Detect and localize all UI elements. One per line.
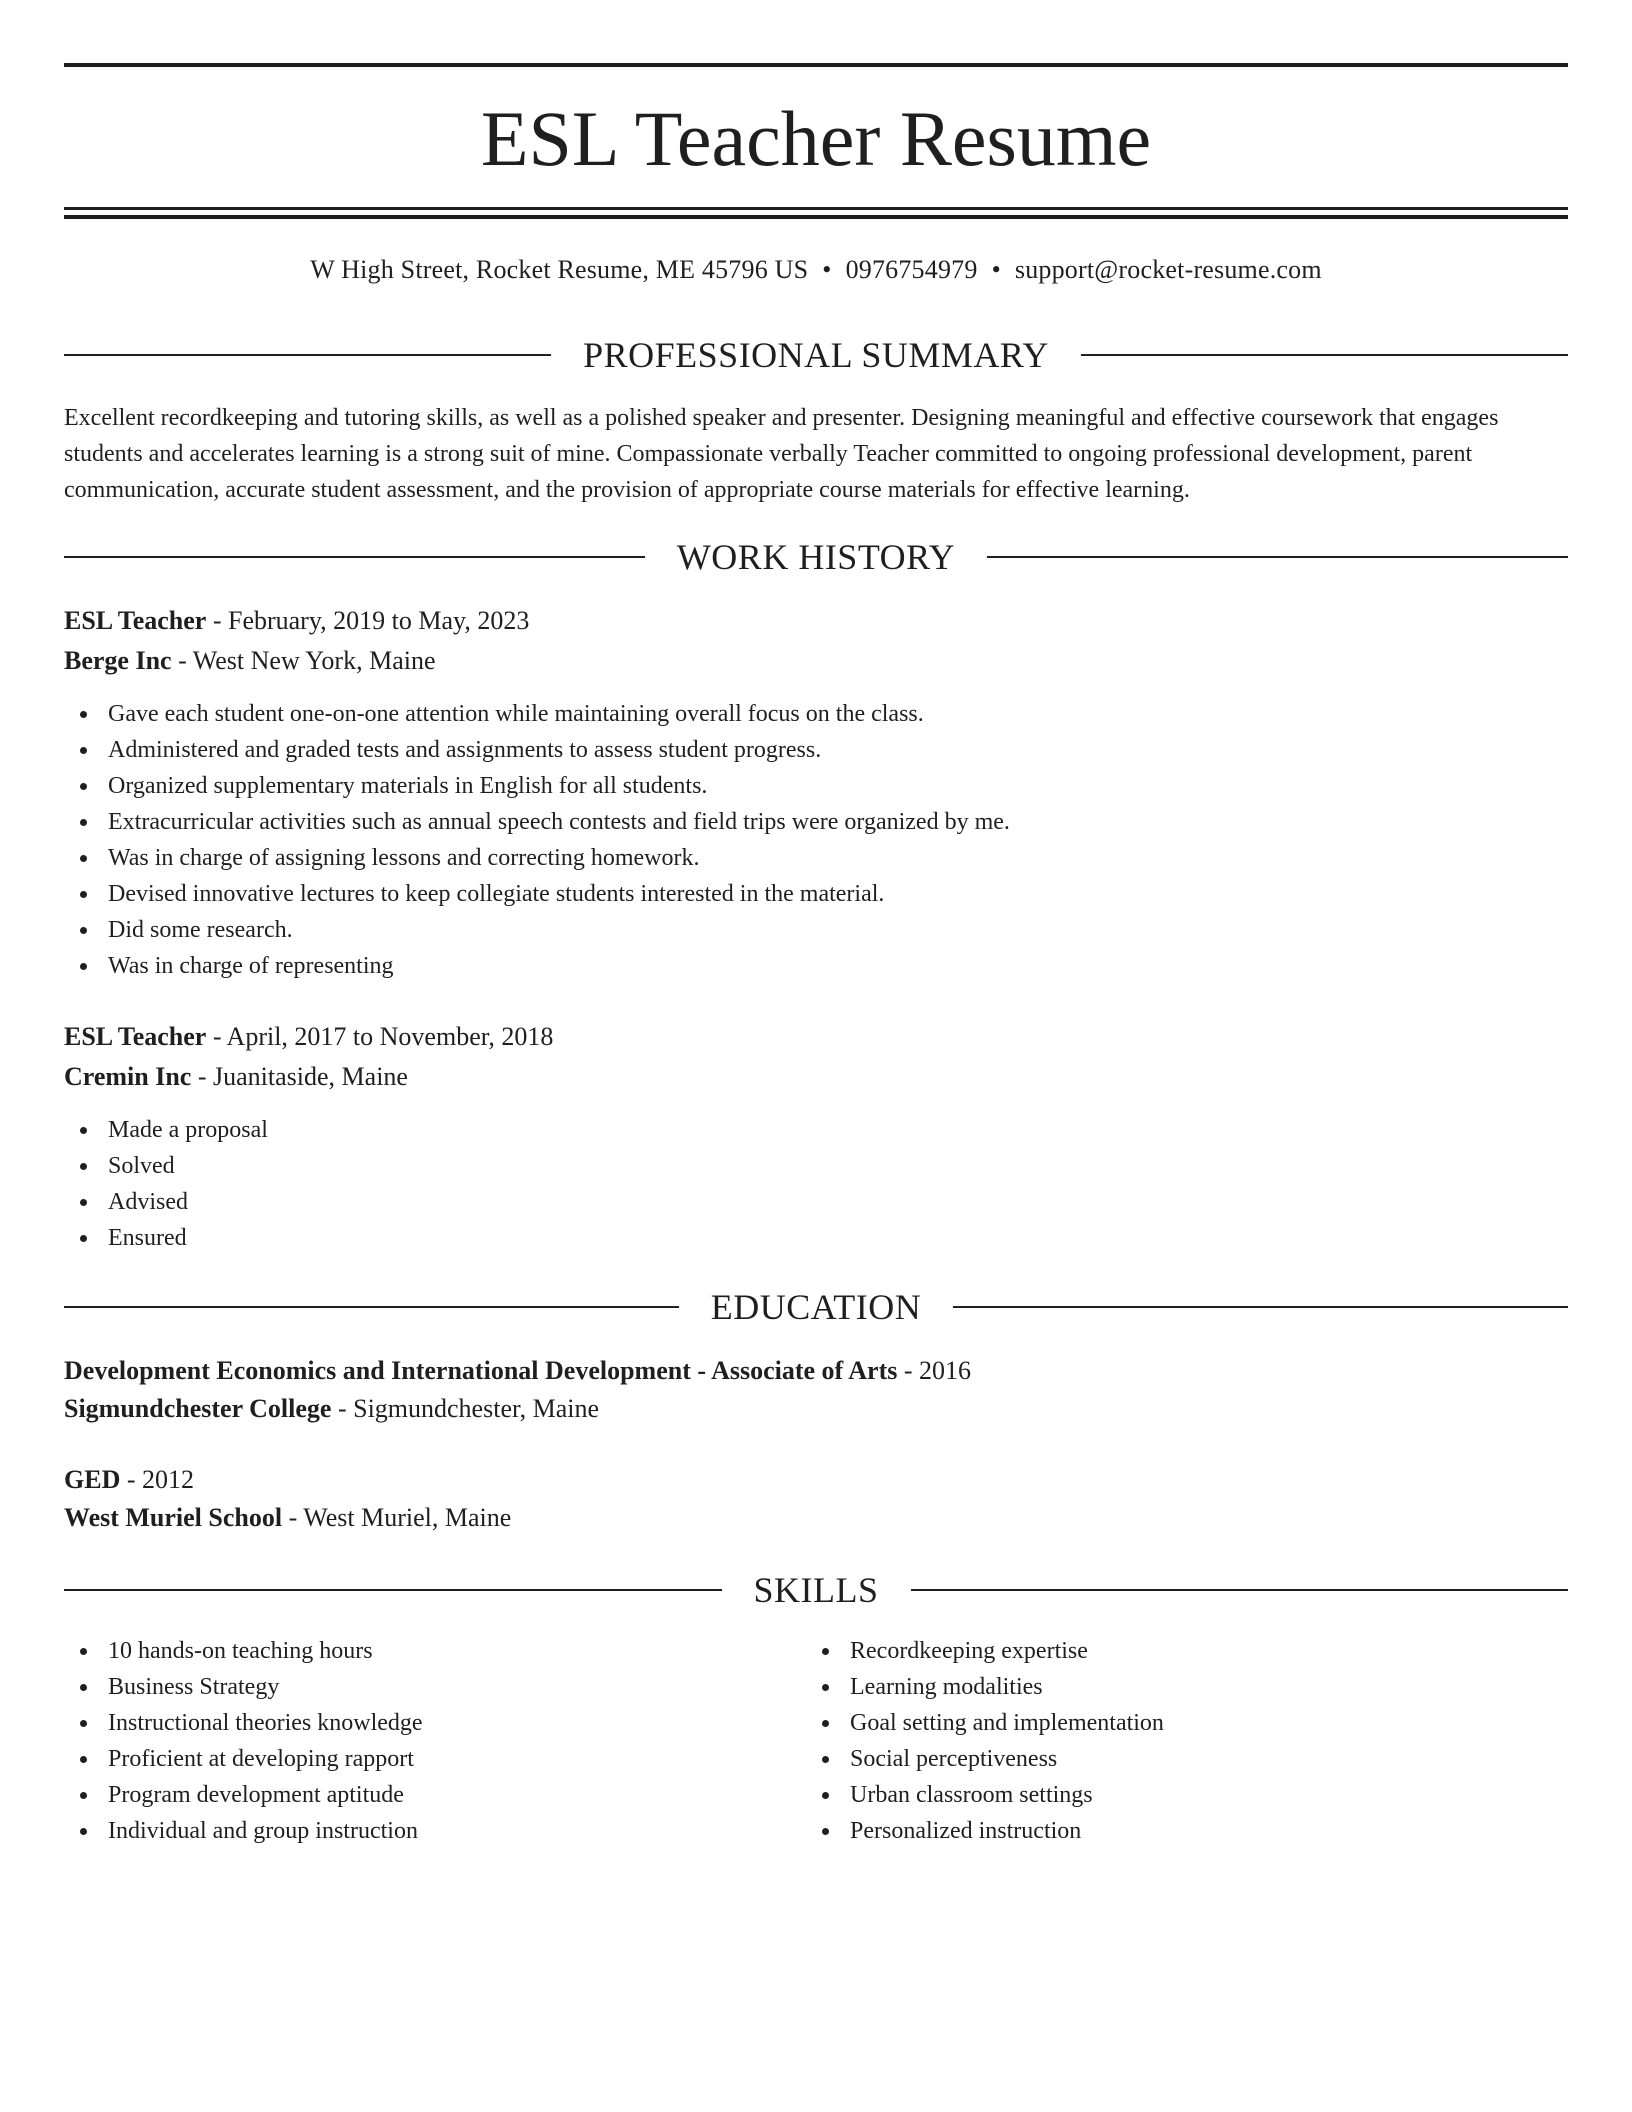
contact-separator: • [822,255,832,284]
list-item [64,804,1010,840]
education-year: - 2012 [126,1465,195,1494]
bullet-icon [80,783,87,790]
skills-list-right [806,1633,1164,1849]
list-item [64,1813,423,1849]
list-item [64,1184,268,1220]
job-location: - Juanitaside, Maine [197,1062,408,1091]
job-title-line [64,1019,1568,1055]
list-item [806,1741,1164,1777]
job-title: ESL Teacher [64,606,207,635]
bullet-icon [80,1127,87,1134]
job-dates: - April, 2017 to November, 2018 [212,1022,554,1051]
education-location: - West Muriel, Maine [288,1503,512,1532]
bullet-icon [80,855,87,862]
list-item [64,948,1010,984]
bullet-icon [80,1199,87,1206]
bullet-icon [80,711,87,718]
heading-rule [953,1306,1568,1308]
list-item-text: Extracurricular activities such as annual speech contests and field trips were organized by me. [108,809,1010,835]
heading-rule [64,556,645,558]
education-year: - 2016 [903,1356,972,1385]
heading-rule [1081,354,1568,356]
list-item-text: Administered and graded tests and assignments to assess student progress. [108,737,822,763]
bullet-icon [822,1792,829,1799]
job-company: Berge Inc [64,646,172,675]
bullet-icon [822,1684,829,1691]
list-item-text: Instructional theories knowledge [108,1710,423,1736]
education-school-line [64,1500,1568,1536]
list-item [64,1705,423,1741]
heading-rule [64,1306,679,1308]
list-item [64,732,1010,768]
bullet-icon [80,747,87,754]
bullet-icon [80,1720,87,1727]
contact-phone: 0976754979 [845,255,978,284]
list-item [64,1112,268,1148]
heading-rule [911,1589,1569,1591]
bullet-icon [80,1792,87,1799]
skills-list-left [64,1633,423,1849]
list-item-text: Did some research. [108,917,293,943]
section-heading-label: EDUCATION [710,1287,922,1327]
education-degree: Development Economics and International Development - Associate of Arts [64,1356,898,1385]
title-rule-upper [64,207,1568,210]
section-heading-summary [64,332,1568,378]
list-item [64,1777,423,1813]
job-company-line [64,643,1568,679]
list-item-text: 10 hands-on teaching hours [108,1638,373,1664]
list-item-text: Advised [108,1189,188,1215]
list-item-text: Program development aptitude [108,1782,404,1808]
list-item-text: Was in charge of assigning lessons and correcting homework. [108,845,700,871]
list-item-text: Ensured [108,1225,187,1251]
job-bullet-list [64,1112,268,1256]
list-item [806,1705,1164,1741]
bullet-icon [822,1756,829,1763]
bullet-icon [80,891,87,898]
list-item-text: Individual and group instruction [108,1818,418,1844]
education-location: - Sigmundchester, Maine [337,1394,600,1423]
bullet-icon [822,1720,829,1727]
list-item [806,1633,1164,1669]
top-rule [64,63,1568,67]
list-item-text: Solved [108,1153,175,1179]
title-rule-lower [64,215,1568,219]
list-item-text: Learning modalities [850,1674,1043,1700]
list-item [64,696,1010,732]
bullet-icon [822,1648,829,1655]
job-title: ESL Teacher [64,1022,207,1051]
bullet-icon [80,1163,87,1170]
section-heading-label: SKILLS [753,1570,879,1610]
list-item-text: Business Strategy [108,1674,280,1700]
list-item [64,840,1010,876]
list-item [64,1220,268,1256]
list-item-text: Goal setting and implementation [850,1710,1164,1736]
list-item-text: Social perceptiveness [850,1746,1058,1772]
list-item-text: Gave each student one-on-one attention while maintaining overall focus on the class. [108,701,924,727]
contact-address: W High Street, Rocket Resume, ME 45796 US [310,255,809,284]
bullet-icon [80,1756,87,1763]
list-item [64,1148,268,1184]
section-heading-work-history [64,534,1568,580]
heading-rule [987,556,1568,558]
bullet-icon [80,963,87,970]
heading-rule [64,1589,722,1591]
list-item-text: Devised innovative lectures to keep collegiate students interested in the material. [108,881,885,907]
list-item-text: Made a proposal [108,1117,268,1143]
job-dates: - February, 2019 to May, 2023 [212,606,530,635]
bullet-icon [80,1684,87,1691]
bullet-icon [80,927,87,934]
bullet-icon [80,1235,87,1242]
education-degree-line [64,1462,1568,1498]
section-heading-education [64,1284,1568,1330]
list-item [64,912,1010,948]
list-item [64,1633,423,1669]
list-item-text: Urban classroom settings [850,1782,1093,1808]
education-degree: GED [64,1465,121,1494]
job-location: - West New York, Maine [178,646,436,675]
contact-separator: • [991,255,1001,284]
section-heading-label: PROFESSIONAL SUMMARY [583,335,1049,375]
list-item-text: Personalized instruction [850,1818,1082,1844]
list-item [64,1741,423,1777]
contact-email: support@rocket-resume.com [1014,255,1322,284]
list-item [806,1813,1164,1849]
section-heading-skills [64,1567,1568,1613]
list-item [806,1777,1164,1813]
education-school: West Muriel School [64,1503,283,1532]
list-item-text: Proficient at developing rapport [108,1746,414,1772]
list-item [64,768,1010,804]
heading-rule [64,354,551,356]
contact-line [64,251,1568,289]
list-item-text: Was in charge of representing [108,953,394,979]
list-item-text: Organized supplementary materials in English for all students. [108,773,708,799]
list-item-text: Recordkeeping expertise [850,1638,1088,1664]
list-item [64,876,1010,912]
job-bullet-list [64,696,1010,984]
list-item [806,1669,1164,1705]
education-school: Sigmundchester College [64,1394,332,1423]
job-title-line [64,603,1568,639]
bullet-icon [80,1648,87,1655]
summary-text: Excellent recordkeeping and tutoring skills, as well as a polished speaker and presenter. Designing meaningful and effective coursework that engages students and accelerates learning is a strong suit of mine. Compassionate verbally Teacher committed to ongoing professional development, parent communication, accurate student assessment, and the provision of appropriate course materials for effective learning. [64,405,1499,503]
education-degree-line [64,1353,1568,1389]
bullet-icon [822,1828,829,1835]
bullet-icon [80,1828,87,1835]
resume-title: ESL Teacher Resume [480,95,1152,182]
bullet-icon [80,819,87,826]
education-school-line [64,1391,1568,1427]
list-item [64,1669,423,1705]
job-company: Cremin Inc [64,1062,192,1091]
section-heading-label: WORK HISTORY [676,537,956,577]
job-company-line [64,1059,1568,1095]
